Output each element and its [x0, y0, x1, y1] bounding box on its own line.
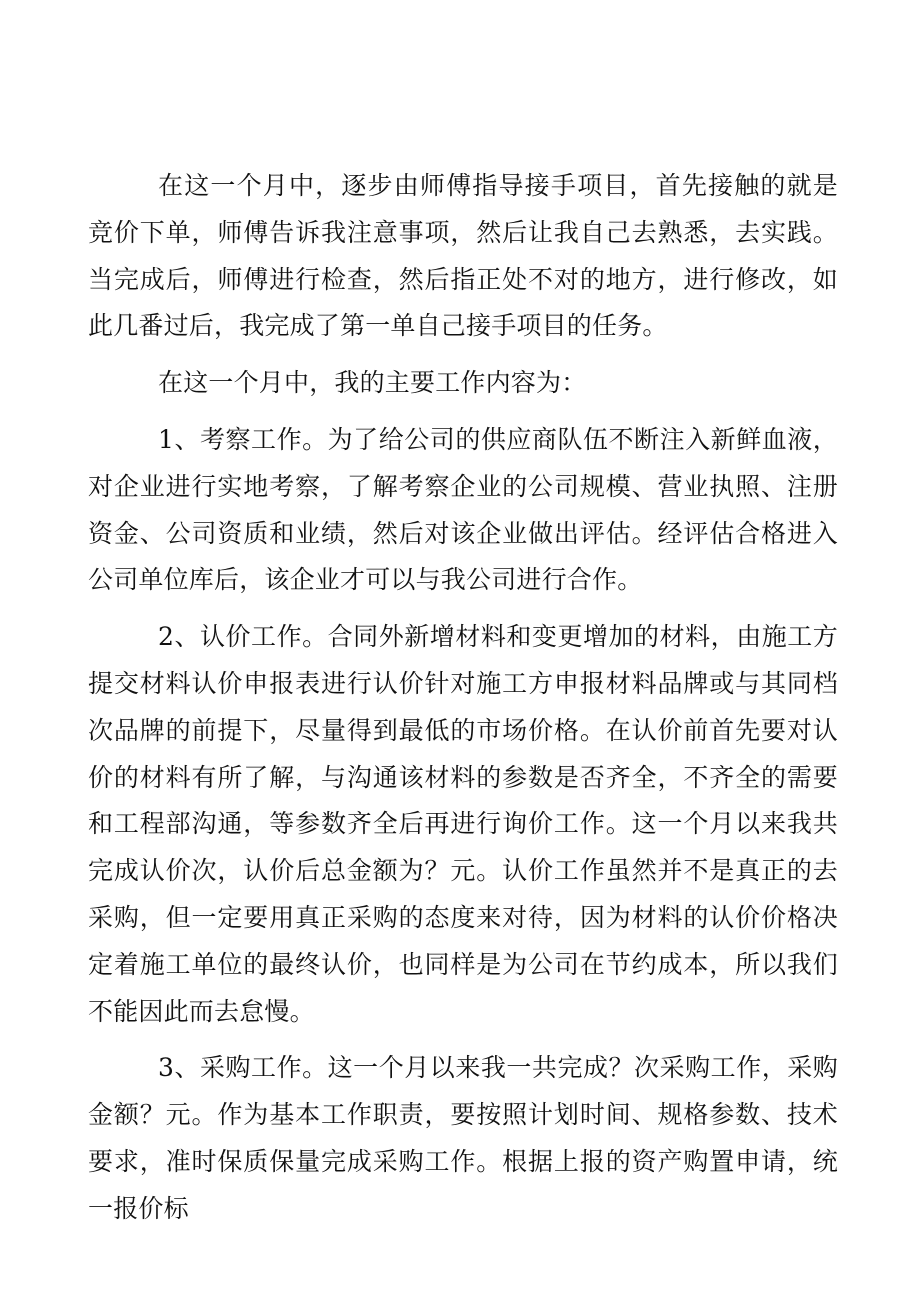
paragraph-main-work-heading: 在这一个月中，我的主要工作内容为： — [158, 368, 587, 398]
paragraph-intro: 在这一个月中，逐步由师傅指导接手项目，首先接触的就是竞价下单，师傅告诉我注意事项，然后让我自己去熟悉，去实践。当完成后，师傅进行检查，然后指正处不对的地方，进行修改，如此几番过后，我完成了第一单自己接手项目的任务。 — [88, 171, 838, 341]
paragraph-procurement-work: 3、采购工作。这一个月以来我一共完成？次采购工作，采购金额？元。作为基本工作职责，要按照计划时间、规格参数、技术要求，准时保质保量完成采购工作。根据上报的资产购置申请，统一报价标 — [88, 1053, 838, 1223]
paragraph-price-confirmation-work: 2、认价工作。合同外新增材料和变更增加的材料，由施工方提交材料认价申报表进行认价针对施工方申报材料品牌或与其同档次品牌的前提下，尽量得到最低的市场价格。在认价前首先要对认价的材料有所了解，与沟通该材料的参数是否齐全，不齐全的需要和工程部沟通，等参数齐全后再进行询价工作。这一个月以来我共完成认价次，认价后总金额为？元。认价工作虽然并不是真正的去采购，但一定要用真正采购的态度来对待，因为材料的认价价格决定着施工单位的最终认价，也同样是为公司在节约成本，所以我们不能因此而去怠慢。 — [88, 622, 838, 1026]
document-body — [88, 163, 838, 1233]
paragraph-inspection-work: 1、考察工作。为了给公司的供应商队伍不断注入新鲜血液，对企业进行实地考察，了解考察企业的公司规模、营业执照、注册资金、公司资质和业绩，然后对该企业做出评估。经评估合格进入公司单位库后，该企业才可以与我公司进行合作。 — [88, 424, 838, 595]
